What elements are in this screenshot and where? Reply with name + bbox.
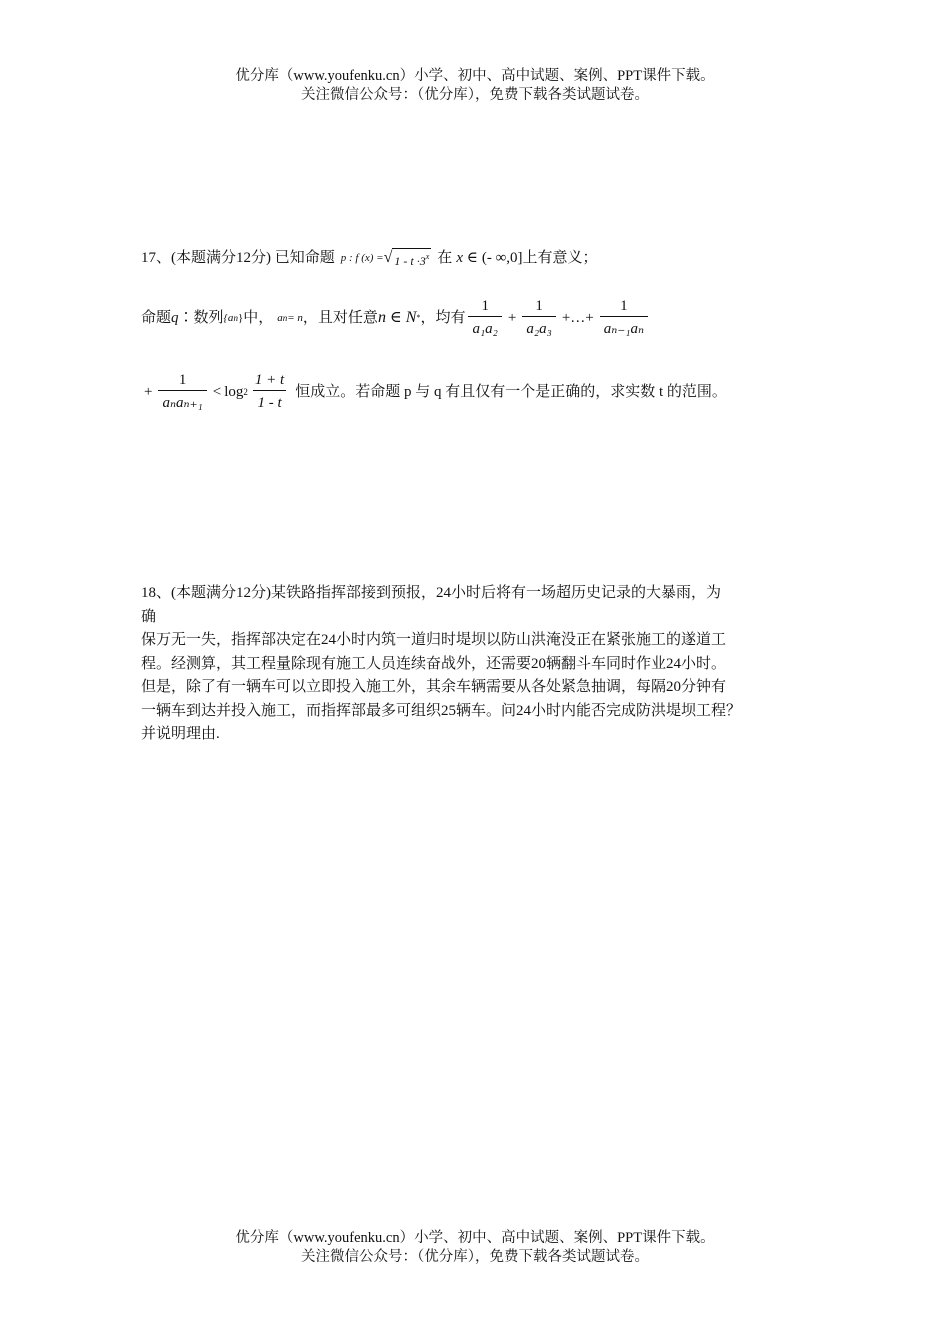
seq-open: {a bbox=[223, 311, 234, 324]
less-than: < bbox=[212, 383, 222, 400]
q17-line2-prefix: 命题 bbox=[141, 309, 172, 326]
fraction-3-den: aₙ₋₁aₙ bbox=[600, 316, 648, 339]
an-eq: a bbox=[277, 311, 283, 324]
fraction-5-den: 1 - t bbox=[253, 390, 285, 413]
plus-2: + bbox=[144, 383, 153, 400]
dots: +…+ bbox=[561, 309, 594, 326]
page-footer bbox=[0, 1229, 950, 1267]
q17-line-1 bbox=[141, 246, 598, 270]
q17-tail: 恒成立。若命题 p 与 q 有且仅有一个是正确的，求实数 t 的范围。 bbox=[295, 383, 727, 400]
q17-label: 17、(本题满分12分) 已知命题 bbox=[141, 250, 335, 266]
header-line-2: 关注微信公众号：（优分库），免费下载各类试题试卷。 bbox=[301, 87, 649, 103]
fraction-5-num: 1 + t bbox=[254, 372, 285, 388]
n-in-N: n ∈ N bbox=[377, 308, 417, 326]
log: log bbox=[224, 383, 244, 400]
header-line-1: 优分库（www.youfenku.cn）小学、初中、高中试题、案例、PPT课件下载。 bbox=[235, 68, 715, 84]
fraction-3-num: 1 bbox=[620, 298, 628, 314]
zhong-text: 中， bbox=[243, 309, 274, 326]
footer-line-2: 关注微信公众号：（优分库），免费下载各类试题试卷。 bbox=[301, 1249, 649, 1265]
q17-interval: (- ∞,0] bbox=[481, 250, 523, 266]
q17-p-formula: p : f (x) = bbox=[340, 252, 384, 264]
q17-domain-var: x ∈ bbox=[456, 250, 478, 266]
q17-line-3 bbox=[141, 370, 727, 413]
q18-line-4: 程。经测算，其工程量除现有施工人员连续奋战外，还需要20辆翻斗车同时作业24小时。 bbox=[141, 655, 727, 672]
fraction-4 bbox=[158, 370, 206, 413]
fraction-5 bbox=[251, 370, 288, 413]
fraction-2-den: a₂a₃ bbox=[522, 316, 555, 339]
seq-sub: n bbox=[233, 312, 238, 323]
fraction-1 bbox=[468, 296, 501, 339]
star: * bbox=[416, 312, 421, 322]
q17-domain-text: 在 bbox=[437, 250, 453, 266]
q18-line-5: 但是，除了有一辆车可以立即投入施工外，其余车辆需要从各处紧急抽调，每隔20分钟有 bbox=[141, 679, 727, 695]
seq-text: ∶数列 bbox=[178, 309, 224, 326]
an-rhs: = n bbox=[287, 311, 303, 324]
radicand: 1 - t ·3 bbox=[394, 253, 426, 268]
q17-line-2 bbox=[141, 296, 651, 339]
you-text: ，均有 bbox=[420, 309, 466, 326]
radicand-exponent: x bbox=[425, 251, 430, 261]
fraction-2-num: 1 bbox=[535, 298, 543, 314]
arbitrary-text: ，且对任意 bbox=[302, 309, 378, 326]
question-18 bbox=[141, 582, 831, 747]
q18-line-6: 一辆车到达并投入施工，而指挥部最多可组织25辆车。问24小时内能否完成防洪堤坝工程？ bbox=[141, 702, 742, 719]
sqrt-expression: √ $1 - t \cdot 3^x$ bbox=[383, 249, 430, 268]
q18-line-3: 保万无一失，指挥部决定在24小时内筑一道归时堤坝以防山洪淹没正在紧张施工的遂道工 bbox=[141, 632, 727, 648]
an-sub: n bbox=[282, 312, 288, 323]
fraction-1-den: a₁a₂ bbox=[468, 316, 501, 339]
fraction-4-den: aₙaₙ₊₁ bbox=[158, 390, 206, 413]
fraction-1-num: 1 bbox=[481, 298, 489, 314]
q18-line-7: 并说明理由. bbox=[141, 726, 220, 742]
q18-line-2: 确 bbox=[141, 608, 157, 625]
page-header bbox=[0, 67, 950, 105]
fraction-4-num: 1 bbox=[178, 372, 187, 388]
q17-meaning: 上有意义； bbox=[522, 250, 598, 266]
q-var: q bbox=[171, 309, 179, 326]
footer-line-1: 优分库（www.youfenku.cn）小学、初中、高中试题、案例、PPT课件下载。 bbox=[235, 1230, 715, 1246]
fraction-2 bbox=[522, 296, 555, 339]
q18-line-1: 18、(本题满分12分)某铁路指挥部接到预报，24小时后将有一场超历史记录的大暴雨，为 bbox=[141, 585, 721, 601]
log-base: 2 bbox=[243, 386, 248, 397]
plus-1: + bbox=[507, 309, 517, 326]
seq-close: } bbox=[237, 311, 244, 324]
fraction-3 bbox=[600, 296, 648, 339]
